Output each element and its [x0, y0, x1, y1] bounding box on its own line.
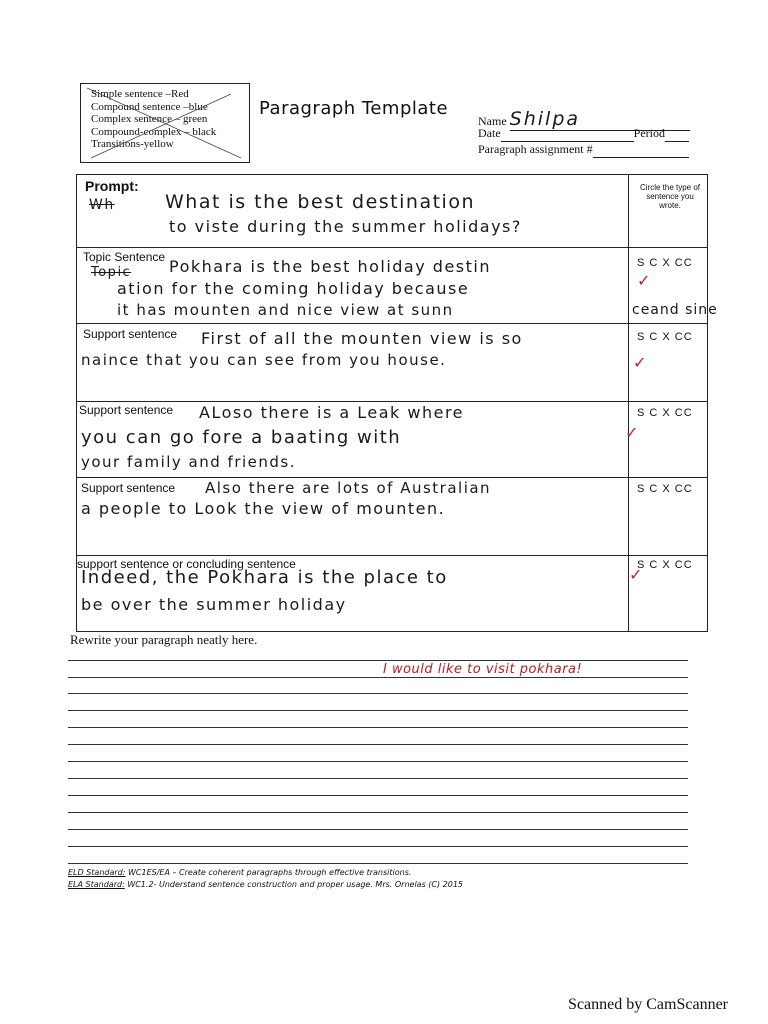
teacher-comment: I would like to visit pokhara! [383, 662, 583, 677]
concluding-line-2: be over the summer holiday [81, 595, 347, 614]
concluding-line-1: Indeed, the Pokhara is the place to [81, 567, 448, 588]
writing-line [68, 677, 688, 678]
legend-strike-marks [81, 84, 249, 162]
legend-item: Simple sentence –Red [91, 88, 189, 100]
support2-line-2: you can go fore a baating with [81, 427, 402, 448]
topic-line-2: ation for the coming holiday because [117, 279, 470, 298]
teacher-check-icon: ✓ [633, 355, 647, 372]
prompt-line-2: to viste during the summer holidays? [169, 217, 522, 236]
assignment-line [593, 142, 689, 158]
concluding-sentence-label: support sentence or concluding sentence [77, 557, 296, 571]
circle-type-note: Circle the type of sentence you wrote. [639, 183, 701, 210]
topic-margin-note: ceand sine [632, 302, 718, 318]
writing-line [68, 795, 688, 796]
sentence-type-options: S C X CC [637, 407, 693, 419]
paragraph-table [76, 174, 708, 632]
row-divider [77, 477, 707, 478]
sentence-type-options: S C X CC [637, 331, 693, 343]
writing-line [68, 727, 688, 728]
row-divider [77, 247, 707, 248]
support3-line-2: a people to Look the view of mounten. [81, 499, 446, 518]
writing-line [68, 693, 688, 694]
name-value: Shilpa [510, 108, 690, 131]
writing-line [68, 863, 688, 864]
support2-line-3: your family and friends. [81, 453, 297, 471]
support-sentence-label: Support sentence [83, 327, 178, 341]
teacher-check-icon: ✓ [625, 425, 639, 442]
support-sentence-label: Support sentence [81, 481, 176, 495]
row-divider [77, 555, 707, 556]
table-column-divider [628, 175, 629, 631]
ela-standard [68, 880, 463, 889]
sentence-type-options: S C X CC [637, 257, 693, 269]
writing-line [68, 812, 688, 813]
support-sentence-label: Support sentence [79, 403, 174, 417]
date-label: Date [478, 126, 501, 140]
ela-standard-text: WC1.2- Understand sentence construction and proper usage. Mrs. Ornelas (C) 2015 [127, 880, 464, 889]
sentence-type-options: S C X CC [637, 559, 693, 571]
legend-item: Compound sentence –blue [91, 100, 208, 113]
writing-line [68, 778, 688, 779]
legend-item: Compound-complex – black [91, 125, 217, 138]
writing-line [68, 846, 688, 847]
eld-standard-label: ELD Standard: [68, 868, 126, 877]
topic-sentence-label: Topic Sentence [83, 250, 166, 264]
prompt-line-1: What is the best destination [165, 191, 475, 213]
row-divider [77, 323, 707, 324]
legend-item: Transitions-yellow [91, 138, 174, 150]
topic-struck-text: Topic [91, 265, 132, 280]
date-line [501, 126, 634, 142]
camscanner-watermark: Scanned by CamScanner [568, 996, 728, 1013]
support3-line-1: Also there are lots of Australian [205, 479, 492, 497]
prompt-struck-text: Wh [89, 197, 115, 213]
teacher-check-icon: ✓ [629, 567, 643, 584]
support1-line-2: naince that you can see from you house. [81, 351, 447, 369]
sentence-type-options: S C X CC [637, 483, 693, 495]
teacher-check-icon: ✓ [637, 273, 651, 290]
support2-line-1: ALoso there is a Leak where [199, 403, 465, 422]
writing-line [68, 660, 688, 661]
assignment-field [478, 142, 689, 158]
topic-line-3: it has mounten and nice view at sunn [117, 301, 454, 319]
row-divider [77, 401, 707, 402]
writing-line [68, 761, 688, 762]
rewrite-instruction: Rewrite your paragraph neatly here. [70, 632, 258, 647]
writing-line [68, 744, 688, 745]
period-label: Period [633, 126, 665, 140]
legend-item: Complex sentence – green [91, 113, 208, 125]
date-period-field [478, 126, 689, 142]
sentence-color-legend [80, 83, 250, 163]
eld-standard [68, 868, 411, 877]
period-line [665, 126, 689, 142]
writing-line [68, 829, 688, 830]
support1-line-1: First of all the mounten view is so [201, 329, 523, 348]
ela-standard-label: ELA Standard: [68, 880, 125, 889]
prompt-label: Prompt: [85, 178, 139, 194]
topic-line-1: Pokhara is the best holiday destin [169, 257, 491, 276]
page-title: Paragraph Template [259, 98, 449, 119]
eld-standard-text: WC1ES/EA – Create coherent paragraphs through effective transitions. [128, 868, 412, 877]
assignment-label: Paragraph assignment # [478, 142, 593, 156]
name-label: Name [478, 114, 507, 128]
writing-line [68, 710, 688, 711]
